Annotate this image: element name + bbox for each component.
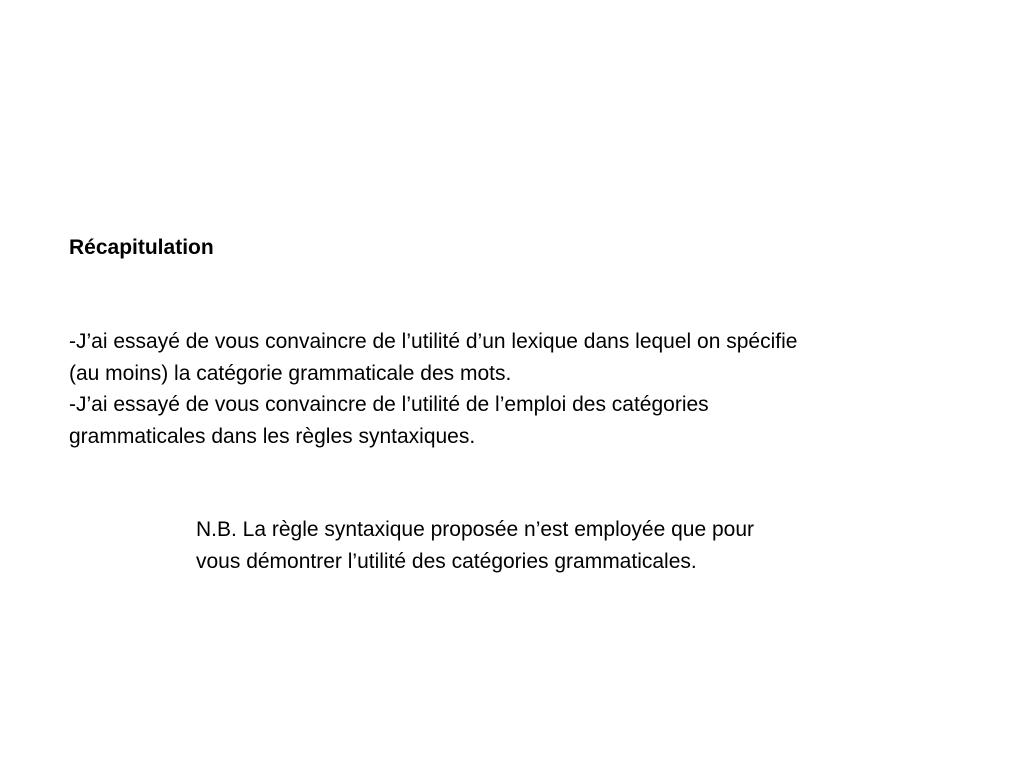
recap-points <box>69 326 989 452</box>
recap-point-2 <box>69 389 989 452</box>
recap-point-2-line-1: -J’ai essayé de vous convaincre de l’utilité de l’emploi des catégories <box>69 393 709 416</box>
note-line-2: vous démontrer l’utilité des catégories grammaticales. <box>196 549 697 573</box>
recap-point-1-line-1: -J’ai essayé de vous convaincre de l’utilité d’un lexique dans lequel on spécifie <box>69 330 798 353</box>
slide-title: Récapitulation <box>69 236 214 259</box>
recap-point-1-line-2: (au moins) la catégorie grammaticale des mots. <box>69 361 512 385</box>
note-line-1: N.B. La règle syntaxique proposée n’est employée que pour <box>196 518 755 541</box>
nota-bene-note <box>196 514 956 577</box>
recap-point-1 <box>69 326 989 389</box>
recap-point-2-line-2: grammaticales dans les règles syntaxiques. <box>69 424 476 448</box>
